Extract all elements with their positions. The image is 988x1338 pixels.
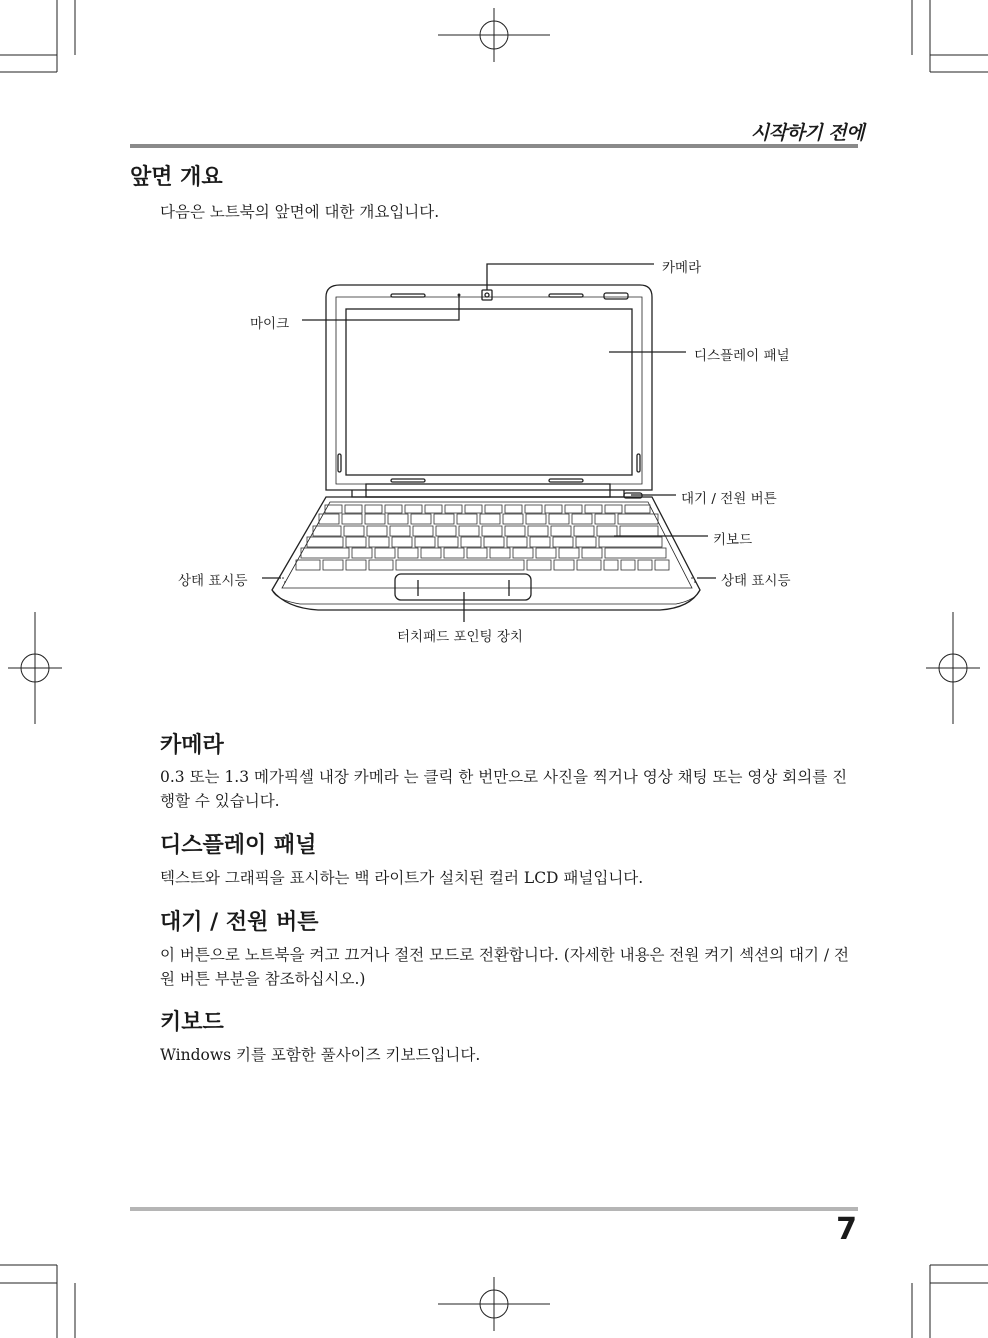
overview-intro: 다음은 노트북의 앞면에 대한 개요입니다. [160, 203, 440, 221]
callout-display: 디스플레이 패널 [694, 348, 790, 364]
chapter-title: 시작하기 전에 [750, 122, 864, 144]
section-body-display: 텍스트와 그래픽을 표시하는 백 라이트가 설치된 컬러 LCD 패널입니다. [160, 869, 644, 887]
callout-power: 대기 / 전원 버튼 [681, 491, 777, 507]
callout-camera: 카메라 [662, 260, 702, 276]
section-title-display: 디스플레이 패널 [160, 833, 317, 858]
callout-mic: 마이크 [250, 316, 290, 332]
callout-keyboard: 키보드 [713, 532, 753, 548]
page-number: 7 [836, 1212, 857, 1247]
section-body-keyboard: Windows 키를 포함한 풀사이즈 키보드입니다. [160, 1046, 481, 1064]
section-body-camera: 0.3 또는 1.3 메가픽셀 내장 카메라 는 클릭 한 번만으로 사진을 찍거나 영상 채팅 또는 영상 회의를 진행할 수 있습니다. [160, 768, 848, 810]
footer-rule [130, 1207, 858, 1211]
section-title-camera: 카메라 [160, 733, 224, 758]
section-title-keyboard: 키보드 [160, 1010, 224, 1035]
callout-status-right: 상태 표시등 [721, 573, 791, 589]
callout-status-left: 상태 표시등 [178, 573, 248, 589]
section-title-power: 대기 / 전원 버튼 [160, 910, 319, 935]
overview-title: 앞면 개요 [130, 165, 223, 190]
section-body-power: 이 버튼으로 노트북을 켜고 끄거나 절전 모드로 전환합니다. (자세한 내용은 전원 켜기 섹션의 대기 / 전원 버튼 부분을 참조하십시오.) [160, 946, 850, 988]
callout-touchpad: 터치패드 포인팅 장치 [397, 629, 523, 645]
